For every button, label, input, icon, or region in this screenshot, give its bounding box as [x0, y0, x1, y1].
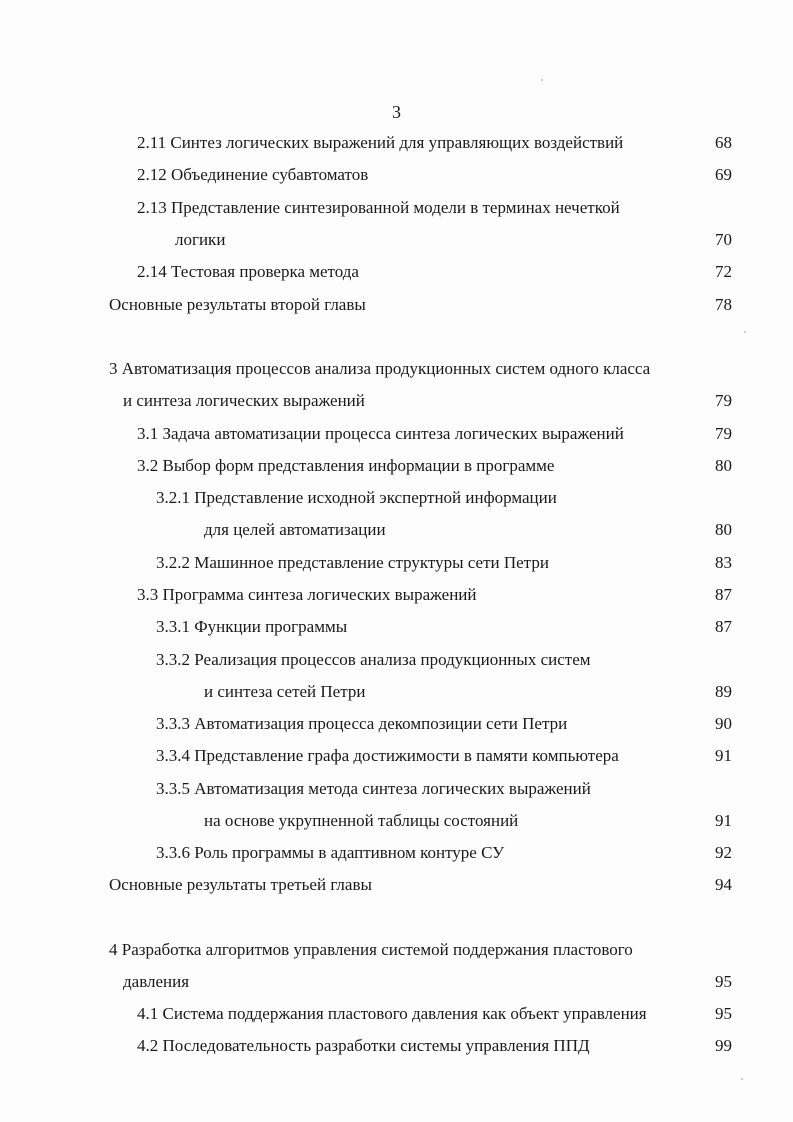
- toc-chapter-title: давления: [123, 972, 190, 991]
- toc-entry-text: 3.2.2 Машинное представление структуры сети Петри: [156, 553, 549, 572]
- toc-entry-text: 2.14 Тестовая проверка метода: [137, 262, 359, 281]
- toc-entry-page: 69: [715, 165, 732, 184]
- toc-entry-page: 95: [715, 1004, 732, 1023]
- toc-entry-page: 79: [715, 391, 732, 410]
- toc-entry-text: логики: [175, 230, 226, 249]
- page-number: 3: [392, 102, 401, 122]
- toc-entry-page: 99: [715, 1036, 732, 1055]
- toc-entry-page: 89: [715, 682, 732, 701]
- toc-entry-text: 3.2 Выбор форм представления информации в программе: [137, 456, 555, 475]
- toc-entry-page: 92: [715, 843, 732, 862]
- toc-chapter-title: 4 Разработка алгоритмов управления системой поддержания пластового: [109, 940, 633, 959]
- scan-speck: [744, 331, 746, 333]
- toc-entry-page: 83: [715, 553, 732, 572]
- toc-chapter-summary: Основные результаты третьей главы: [109, 875, 372, 894]
- toc-entry-text: и синтеза сетей Петри: [204, 682, 366, 701]
- toc-entry-page: 95: [715, 972, 732, 991]
- toc-entry-text: на основе укрупненной таблицы состояний: [204, 811, 519, 830]
- toc-entry-page: 94: [715, 875, 732, 894]
- toc-entry-page: 90: [715, 714, 732, 733]
- toc-entry-page: 80: [715, 520, 732, 539]
- toc-entry-page: 79: [715, 424, 732, 443]
- toc-entry-text: 4.1 Система поддержания пластового давления как объект управления: [137, 1004, 647, 1023]
- scan-speck: [541, 79, 543, 81]
- toc-entry-text: 3.2.1 Представление исходной экспертной информации: [156, 488, 557, 507]
- toc-entry-text: 2.12 Объединение субавтоматов: [137, 165, 369, 184]
- toc-entry-text: 3.3.2 Реализация процессов анализа продукционных систем: [156, 650, 591, 669]
- toc-entry-text: 3.3 Программа синтеза логических выражений: [137, 585, 477, 604]
- toc-entry-page: 68: [715, 133, 732, 152]
- toc-entry-text: 2.13 Представление синтезированной модели в терминах нечеткой: [137, 198, 620, 217]
- toc-entry-text: 3.3.6 Роль программы в адаптивном контуре СУ: [156, 843, 505, 862]
- toc-entry-text: 4.2 Последовательность разработки системы управления ППД: [137, 1036, 590, 1055]
- toc-entry-page: 91: [715, 811, 732, 830]
- toc-entry-text: 3.1 Задача автоматизации процесса синтеза логических выражений: [137, 424, 624, 443]
- toc-chapter-title: 3 Автоматизация процессов анализа продукционных систем одного класса: [109, 359, 651, 378]
- toc-entry-text: 3.3.4 Представление графа достижимости в памяти компьютера: [156, 746, 619, 765]
- toc-entry-page: 91: [715, 746, 732, 765]
- toc-entry-text: 2.11 Синтез логических выражений для управляющих воздействий: [137, 133, 624, 152]
- toc-entry-page: 80: [715, 456, 732, 475]
- toc-entry-text: 3.3.3 Автоматизация процесса декомпозиции сети Петри: [156, 714, 568, 733]
- toc-entry-text: для целей автоматизации: [204, 520, 386, 539]
- toc-entry-page: 72: [715, 262, 732, 281]
- toc-entry-text: 3.3.5 Автоматизация метода синтеза логических выражений: [156, 779, 591, 798]
- toc-entry-page: 70: [715, 230, 732, 249]
- toc-chapter-summary: Основные результаты второй главы: [109, 295, 366, 314]
- toc-entry-text: 3.3.1 Функции программы: [156, 617, 348, 636]
- scan-speck: [741, 1078, 743, 1080]
- toc-entry-page: 78: [715, 295, 732, 314]
- toc-entry-page: 87: [715, 585, 732, 604]
- toc-entry-page: 87: [715, 617, 732, 636]
- toc-chapter-title: и синтеза логических выражений: [123, 391, 365, 410]
